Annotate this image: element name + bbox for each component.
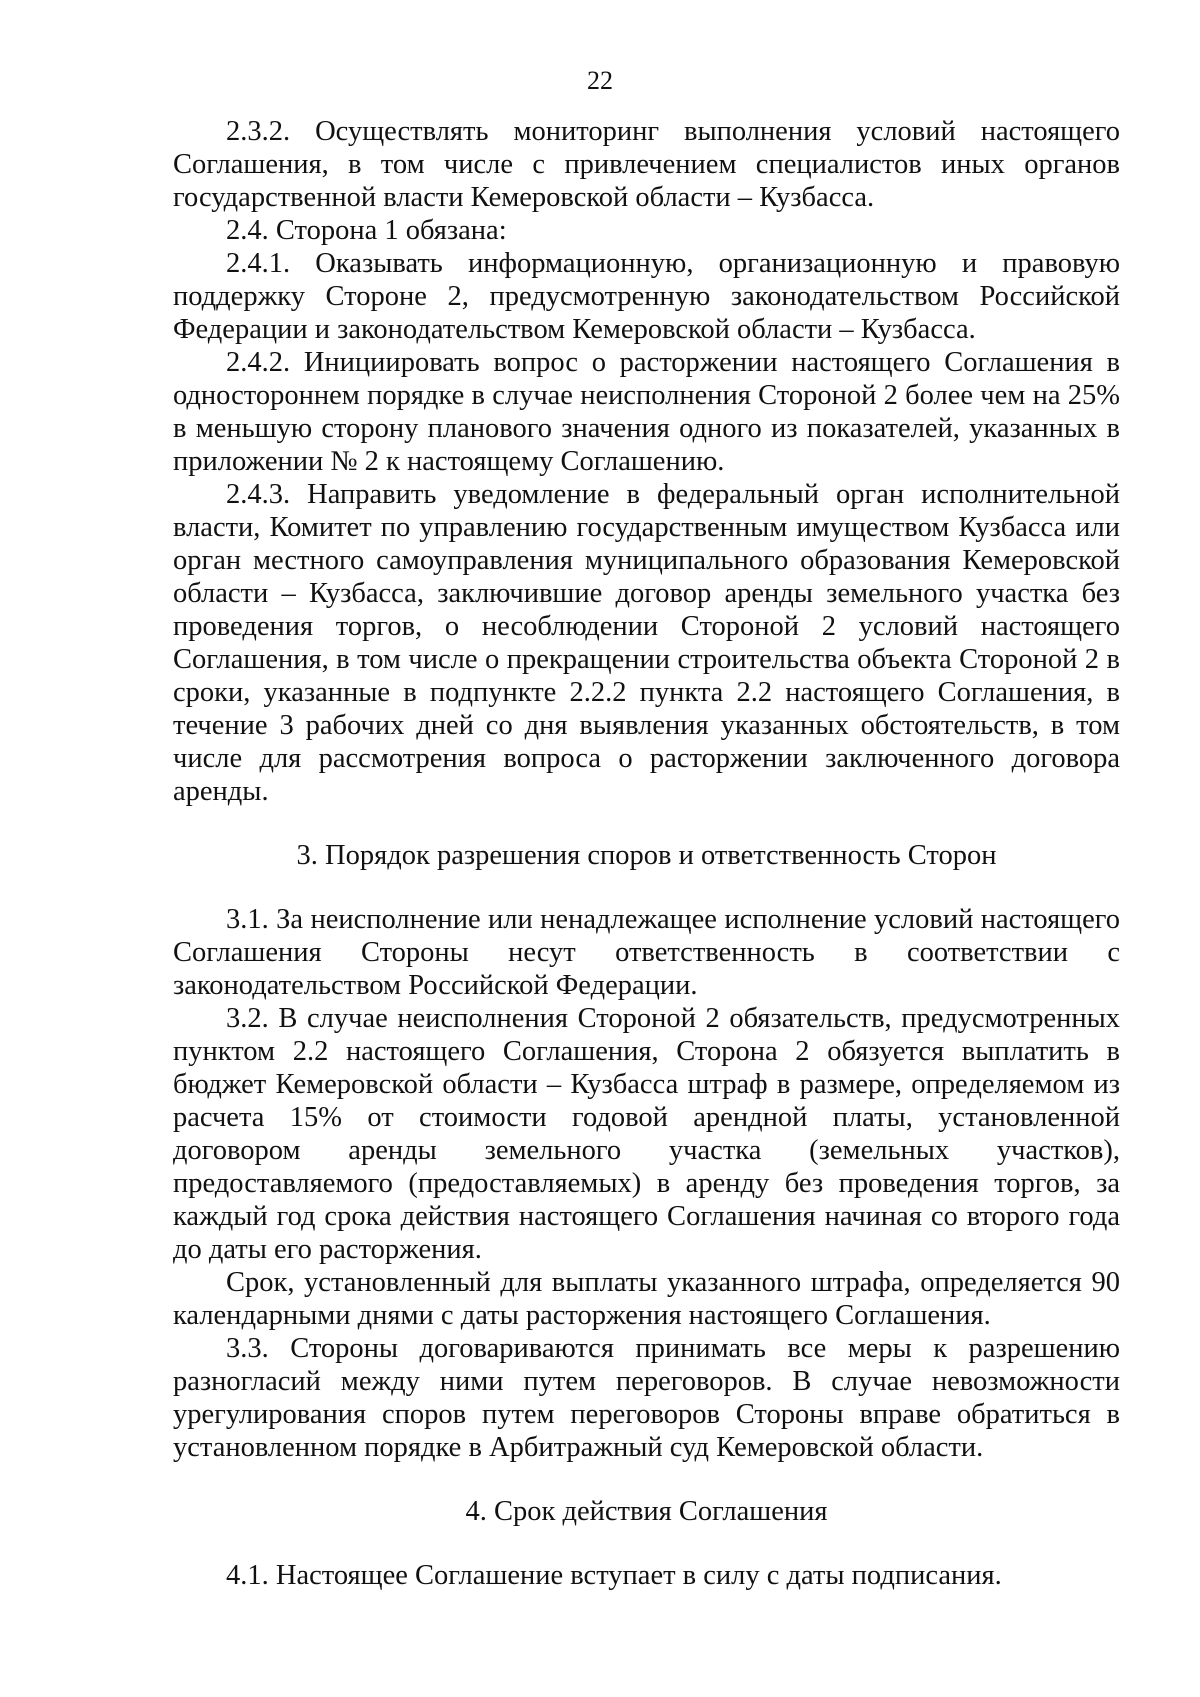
paragraph-4-1: 4.1. Настоящее Соглашение вступает в силу с даты подписания. (226, 1560, 1002, 1591)
paragraph-2-4-2: 2.4.2. Инициировать вопрос о расторжении настоящего Соглашения в одностороннем порядке в случае неисполнения Стороной 2 более чем на 25% в меньшую сторону планового значения одного из показателей, указанных в приложении № 2 к настоящему Соглашению. (173, 347, 1120, 477)
paragraph-3-2: 3.2. В случае неисполнения Стороной 2 обязательств, предусмотренных пунктом 2.2 настоящего Соглашения, Сторона 2 обязуется выплатить в бюджет Кемеровской области – Кузбасса штраф в размере, определяемом из расчета 15% от стоимости годовой арендной платы, установленной договором аренды земельного участка (земельных участков), предоставляемого (предоставляемых) в аренду без проведения торгов, за каждый год срока действия настоящего Соглашения начиная со второго года до даты его расторжения. (173, 1003, 1120, 1265)
section-3-heading: 3. Порядок разрешения споров и ответственность Сторон (296, 840, 997, 871)
paragraph-2-3-2: 2.3.2. Осуществлять мониторинг выполнения условий настоящего Соглашения, в том числе с привлечением специалистов иных органов государственной власти Кемеровской области – Кузбасса. (173, 116, 1120, 213)
paragraph-3-1: 3.1. За неисполнение или ненадлежащее исполнение условий настоящего Соглашения Стороны несут ответственность в соответствии с законодательством Российской Федерации. (173, 904, 1120, 1001)
paragraph-3-2-fine-term: Срок, установленный для выплаты указанного штрафа, определяется 90 календарными днями с даты расторжения настоящего Соглашения. (173, 1267, 1120, 1331)
section-4-heading: 4. Срок действия Соглашения (465, 1496, 828, 1527)
page-number: 22 (587, 66, 613, 95)
paragraph-2-4-3: 2.4.3. Направить уведомление в федеральный орган исполнительной власти, Комитет по управлению государственным имуществом Кузбасса или орган местного самоуправления муниципального образования Кемеровской области – Кузбасса, заключившие договор аренды земельного участка без проведения торгов, о несоблюдении Стороной 2 условий настоящего Соглашения, в том числе о прекращении строительства объекта Стороной 2 в сроки, указанные в подпункте 2.2.2 пункта 2.2 настоящего Соглашения, в течение 3 рабочих дней со дня выявления указанных обстоятельств, в том числе для рассмотрения вопроса о расторжении заключенного договора аренды. (173, 479, 1120, 807)
paragraph-2-4: 2.4. Сторона 1 обязана: (226, 215, 507, 246)
document-body (173, 115, 1120, 1592)
paragraph-3-3: 3.3. Стороны договариваются принимать все меры к разрешению разногласий между ними путем переговоров. В случае невозможности урегулирования споров путем переговоров Стороны вправе обратиться в установленном порядке в Арбитражный суд Кемеровской области. (173, 1333, 1120, 1463)
paragraph-2-4-1: 2.4.1. Оказывать информационную, организационную и правовую поддержку Стороне 2, предусмотренную законодательством Российской Федерации и законодательством Кемеровской области – Кузбасса. (173, 248, 1120, 345)
